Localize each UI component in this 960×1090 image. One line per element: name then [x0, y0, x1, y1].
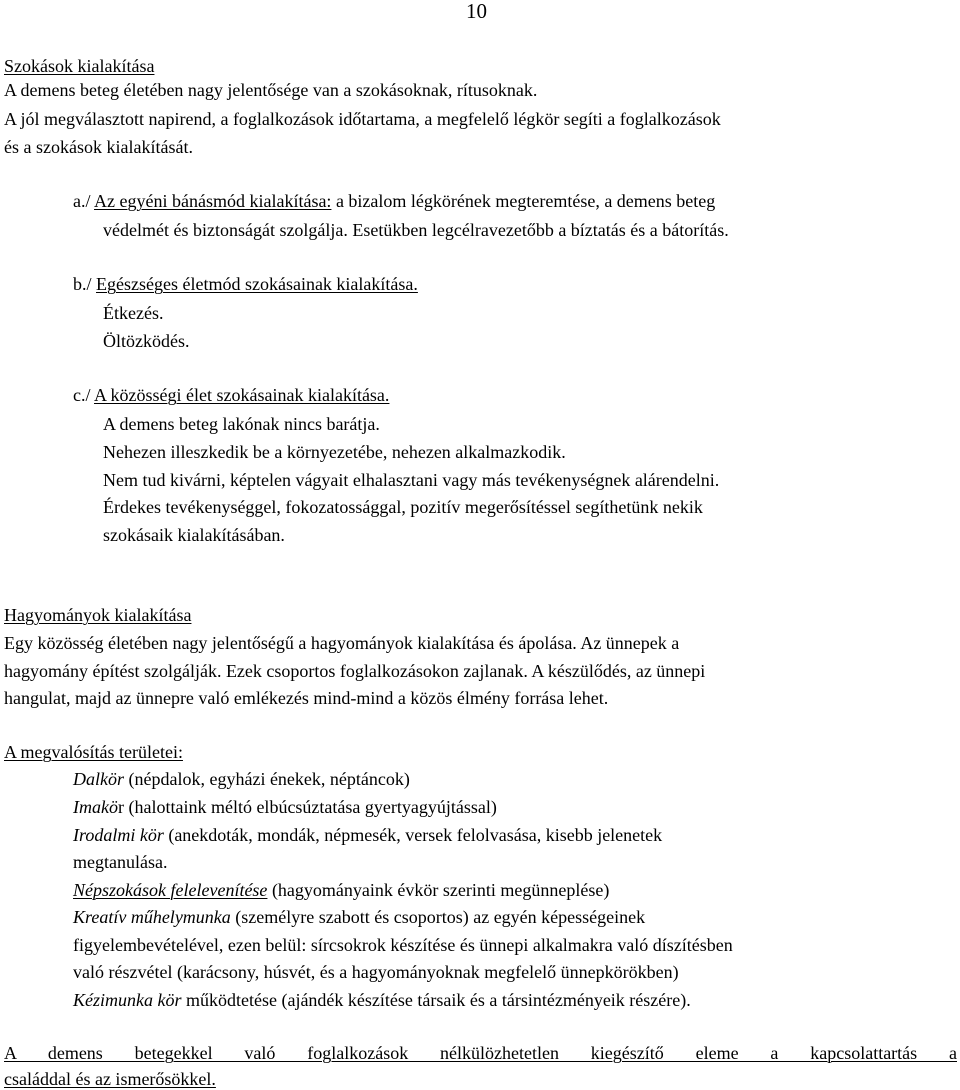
area-item-name: Kreatív műhelymunka [73, 907, 231, 927]
subsection-marker: b./ [73, 274, 92, 294]
area-item-name: Népszokások felelevenítése [73, 880, 268, 900]
paragraph-line: megtanulása. [73, 852, 168, 872]
section-heading-traditions: Hagyományok kialakítása [4, 605, 192, 625]
paragraph-line: Nehezen illeszkedik be a környezetébe, nehezen alkalmazkodik. [103, 442, 566, 462]
subsection-marker: a./ [73, 191, 91, 211]
area-item-dalkor [73, 768, 410, 790]
area-item-name: Irodalmi kör [73, 825, 164, 845]
list-item-etkezes: Étkezés. [103, 303, 164, 323]
area-item-name: Imakö [73, 797, 118, 817]
paragraph-line: hagyomány építést szolgálják. Ezek csoportos foglalkozásokon zajlanak. A készülődés, az ünnepi [4, 661, 706, 681]
area-item-nepszokasok [73, 879, 609, 901]
area-item-irodalmi [73, 824, 957, 846]
subsection-title: Az egyéni bánásmód kialakítása: [94, 191, 332, 211]
paragraph-line: Érdekes tevékenységgel, fokozatossággal, pozitív megerősítéssel segíthetünk nekik [103, 497, 703, 517]
areas-heading: A megvalósítás területei: [4, 742, 183, 762]
paragraph-line: hangulat, majd az ünnepre való emlékezés mind-mind a közös élmény forrása lehet. [4, 688, 609, 708]
area-item-name: Dalkör [73, 769, 124, 789]
area-item-imakor [73, 796, 497, 818]
subsection-a-line1 [73, 190, 957, 212]
area-item-desc: működtetése (ajándék készítése társaik és a társintézményeik részére). [181, 990, 691, 1010]
subsection-a-line2: védelmét és biztonságát szolgálja. Esetükben legcélravezetőbb a bíztatás és a bátorítás. [103, 220, 729, 240]
subsection-title: Egészséges életmód szokásainak kialakítása. [96, 274, 418, 294]
page-number: 10 [466, 0, 487, 23]
paragraph-line: való részvétel (karácsony, húsvét, és a hagyományoknak megfelelő ünnepkörökben) [73, 962, 679, 982]
paragraph-line: A demens beteg lakónak nincs barátja. [103, 414, 380, 434]
paragraph-line: figyelembevételével, ezen belül: sírcsokrok készítése és ünnepi alkalmakra való díszítésben [73, 935, 733, 955]
paragraph-line: Egy közösség életében nagy jelentőségű a hagyományok kialakítása és ápolása. Az ünnepek a [4, 633, 680, 653]
paragraph-line: Nem tud kivárni, képtelen vágyait elhalasztani vagy más tevékenységnek alárendelni. [103, 470, 720, 490]
section-heading-habits: Szokások kialakítása [4, 56, 155, 76]
subsection-b-line1 [73, 273, 418, 295]
subsection-title: A közösségi élet szokásainak kialakítása. [94, 385, 390, 405]
final-paragraph-line2: családdal és az ismerősökkel. [4, 1069, 216, 1089]
paragraph-line: A jól megválasztott napirend, a foglalkozások időtartama, a megfelelő légkör segíti a foglalkozások [4, 109, 721, 129]
paragraph-line: és a szokások kialakítását. [4, 137, 193, 157]
subsection-text: a bizalom légkörének megteremtése, a demens beteg [331, 191, 716, 211]
area-item-kreativ [73, 906, 957, 928]
area-item-desc: (hagyományaink évkör szerinti megünneplése) [267, 880, 610, 900]
subsection-c-line1 [73, 384, 389, 406]
subsection-marker: c./ [73, 385, 91, 405]
area-item-kezimunka [73, 989, 691, 1011]
area-item-desc: (népdalok, egyházi énekek, néptáncok) [124, 769, 410, 789]
area-item-desc: (személyre szabott és csoportos) az egyén képességeinek [230, 907, 646, 927]
final-paragraph-line1: A demens betegekkel való foglalkozások nélkülözhetetlen kiegészítő eleme a kapcsolattartás a [4, 1043, 957, 1063]
list-item-oltozkodes: Öltözködés. [103, 331, 190, 351]
area-item-name: Kézimunka kör [73, 990, 182, 1010]
area-item-desc: (anekdoták, mondák, népmesék, versek felolvasása, kisebb jelenetek [163, 825, 663, 845]
paragraph-line: A demens beteg életében nagy jelentősége van a szokásoknak, rítusoknak. [4, 80, 538, 100]
area-item-desc: r (halottaink méltó elbúcsúztatása gyertyagyújtással) [117, 797, 497, 817]
paragraph-line: szokásaik kialakításában. [103, 525, 285, 545]
